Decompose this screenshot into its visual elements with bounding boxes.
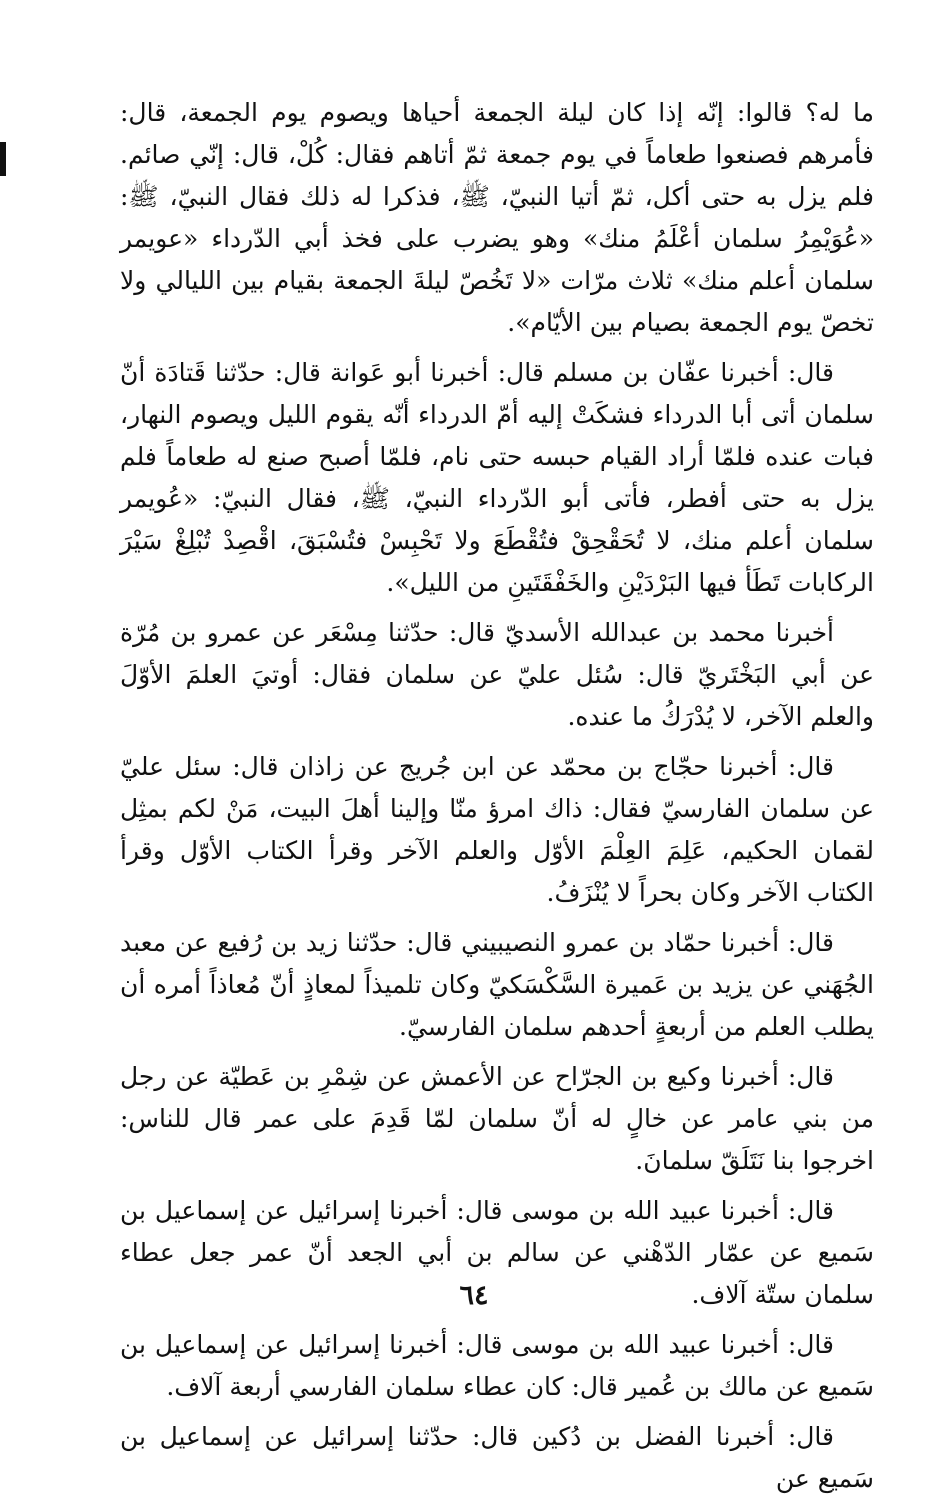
margin-mark [0, 142, 6, 176]
paragraph-9: قال: أخبرنا الفضل بن دُكين قال: حدّثنا إسرائيل عن إسماعيل بن سَميع عن [120, 1422, 874, 1493]
paragraph-3: أخبرنا محمد بن عبدالله الأسديّ قال: حدّثنا مِسْعَر عن عمرو بن مُرّة عن أبي البَخْتَريّ قال: سُئل عليّ عن سلمان فقال: أوتيَ العلمَ الأوّلَ والعلم الآخر، لا يُدْرَكُ ما عنده. [120, 618, 874, 731]
paragraph-6: قال: أخبرنا وكيع بن الجرّاح عن الأعمش عن شِمْرِ بن عَطيّة عن رجل من بني عامر عن خالٍ له أنّ سلمان لمّا قَدِمَ على عمر قال للناس: اخرجوا بنا نَتَلَقّ سلمانَ. [120, 1062, 874, 1175]
page-number: ٦٤ [459, 1280, 489, 1311]
paragraph-8: قال: أخبرنا عبيد الله بن موسى قال: أخبرنا إسرائيل عن إسماعيل بن سَميع عن مالك بن عُمير قال: كان عطاء سلمان الفارسي أربعة آلاف. [120, 1330, 874, 1401]
paragraph-4: قال: أخبرنا حجّاج بن محمّد عن ابن جُريج عن زاذان قال: سئل عليّ عن سلمان الفارسيّ فقال: ذاك امرؤ منّا وإلينا أهلَ البيت، مَنْ لكم بمثِل لقمان الحكيم، عَلِمَ العِلْمَ الأوّل والعلم الآخر وقرأ الكتاب الأوّل وقرأ الكتاب الآخر وكان بحراً لا يُنْزَفُ. [120, 752, 874, 907]
paragraph-2: قال: أخبرنا عفّان بن مسلم قال: أخبرنا أبو عَوانة قال: حدّثنا قَتادَة أنّ سلمان أتى أبا الدرداء فشكَتْ إليه أمّ الدرداء أنّه يقوم الليل ويصوم النهار، فبات عنده فلمّا أراد القيام حبسه حتى نام، فلمّا أصبح صنع له طعاماً فلم يزل به حتى أفطر، فأتى أبو الدّرداء النبيّ، ﷺ، فقال النبيّ: «عُويمر سلمان أعلم منك، لا تُحَقْحِقْ فتُقْطَعَ ولا تَحْبِسْ فتُسْبَقَ، اقْصِدْ تُبْلِغْ سَيْرَ الركابات تَطَأ فيها البَرْدَيْنِ والخَفْقَتَينِ من الليل». [120, 358, 874, 597]
paragraph-5: قال: أخبرنا حمّاد بن عمرو النصيبيني قال: حدّثنا زيد بن رُفيع عن معبد الجُهَني عن يزيد بن عَميرة السَّكْسَكيّ وكان تلميذاً لمعاذٍ أنّ مُعاذاً أمره أن يطلب العلم من أربعةٍ أحدهم سلمان الفارسيّ. [120, 928, 874, 1041]
paragraph-7: قال: أخبرنا عبيد الله بن موسى قال: أخبرنا إسرائيل عن إسماعيل بن سَميع عن عمّار الدّهْني عن سالم بن أبي الجعد أنّ عمر جعل عطاء سلمان ستّة آلاف. [120, 1196, 874, 1309]
paragraph-1: ما له؟ قالوا: إنّه إذا كان ليلة الجمعة أحياها ويصوم يوم الجمعة، قال: فأمرهم فصنعوا طعاماً في يوم جمعة ثمّ أتاهم فقال: كُلْ، قال: إنّي صائم. فلم يزل به حتى أكل، ثمّ أتيا النبيّ، ﷺ، فذكرا له ذلك فقال النبيّ، ﷺ: «عُوَيْمِرُ سلمان أعْلَمُ منك» وهو يضرب على فخذ أبي الدّرداء «عويمر سلمان أعلم منك» ثلاث مرّات «لا تَخُصّ ليلةَ الجمعة بقيام بين الليالي ولا تخصّ يوم الجمعة بصيام بين الأيّام». [120, 98, 874, 337]
